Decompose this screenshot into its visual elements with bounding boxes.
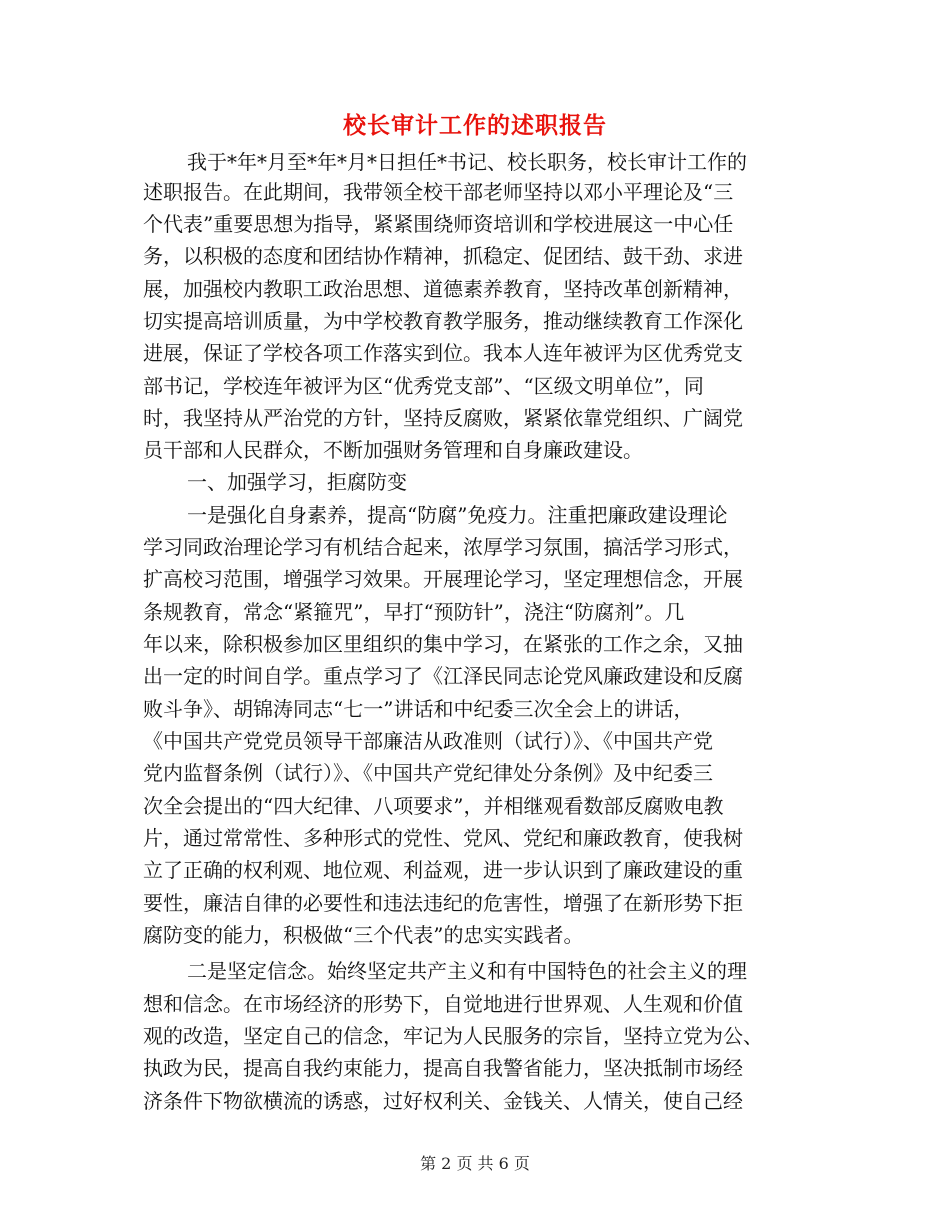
text-line: 个代表”重要思想为指导，紧紧围绕师资培训和学校进展这一中心任 — [143, 212, 734, 236]
text-line: 我于*年*月至*年*月*日担任*书记、校长职务，校长审计工作的 — [187, 150, 747, 174]
text-line: 《中国共产党党员领导干部廉洁从政准则（试行）》、《中国共产党 — [143, 729, 713, 753]
text-line: 年以来，除积极参加区里组织的集中学习，在紧张的工作之余，又抽 — [143, 632, 743, 656]
text-line: 务，以积极的态度和团结协作精神，抓稳定、促团结、鼓干劲、求进 — [143, 244, 743, 268]
document-title: 校长审计工作的述职报告 — [343, 112, 607, 139]
text-line: 展，加强校内教职工政治思想、道德素养教育，坚持改革创新精神， — [143, 277, 743, 301]
text-line: 条规教育，常念“紧箍咒”，早打“预防针”，浇注“防腐剂”。几 — [143, 600, 685, 624]
section-heading: 一、加强学习，拒腐防变 — [187, 470, 407, 494]
text-line: 观的改造，坚定自己的信念，牢记为人民服务的宗旨，坚持立党为公、 — [143, 1024, 763, 1048]
text-line: 扩高校习范围，增强学习效果。开展理论学习，坚定理想信念，开展 — [143, 567, 743, 591]
text-line: 进展，保证了学校各项工作落实到位。我本人连年被评为区优秀党支 — [143, 341, 743, 365]
text-line: 学习同政治理论学习有机结合起来，浓厚学习氛围，搞活学习形式， — [143, 535, 743, 559]
page-label-mid: 页 共 — [456, 1154, 494, 1173]
text-line: 片，通过常常性、多种形式的党性、党风、党纪和廉政教育，使我树 — [143, 826, 743, 850]
text-line: 腐防变的能力，积极做“三个代表”的忠实实践者。 — [143, 923, 584, 947]
text-line: 败斗争》、胡锦涛同志“七一”讲话和中纪委三次全会上的讲话， — [143, 697, 694, 721]
text-line: 次全会提出的“四大纪律、八项要求”，并相继观看数部反腐败电教 — [143, 794, 724, 818]
page-current: 2 — [441, 1154, 452, 1173]
text-line: 立了正确的权利观、地位观、利益观，进一步认识到了廉政建设的重 — [143, 858, 743, 882]
text-line: 一是强化自身素养，提高“防腐”免疫力。注重把廉政建设理论 — [187, 503, 728, 527]
text-line: 员干部和人民群众，不断加强财务管理和自身廉政建设。 — [143, 438, 643, 462]
text-line: 切实提高培训质量，为中学校教育教学服务，推动继续教育工作深化 — [143, 309, 743, 333]
page-footer — [0, 1153, 950, 1175]
text-line: 要性，廉洁自律的必要性和违法违纪的危害性，增强了在新形势下拒 — [143, 891, 743, 915]
text-line: 时，我坚持从严治党的方针，坚持反腐败，紧紧依靠党组织、广阔党 — [143, 406, 743, 430]
page-total: 6 — [498, 1154, 509, 1173]
page-label-prefix: 第 — [420, 1154, 437, 1173]
text-line: 济条件下物欲横流的诱惑，过好权利关、金钱关、人情关，使自己经 — [143, 1089, 743, 1113]
text-line: 想和信念。在市场经济的形势下，自觉地进行世界观、人生观和价值 — [143, 992, 743, 1016]
text-line: 述职报告。在此期间，我带领全校干部老师坚持以邓小平理论及“三 — [143, 180, 734, 204]
text-line: 部书记，学校连年被评为区“优秀党支部”、“区级文明单位”，同 — [143, 374, 704, 398]
page-label-suffix: 页 — [513, 1154, 530, 1173]
text-line: 二是坚定信念。始终坚定共产主义和有中国特色的社会主义的理 — [187, 959, 747, 983]
text-line: 执政为民，提高自我约束能力，提高自我警省能力，坚决抵制市场经 — [143, 1056, 743, 1080]
text-line: 党内监督条例（试行）》、《中国共产党纪律处分条例》及中纪委三 — [143, 761, 713, 785]
text-line: 出一定的时间自学。重点学习了《江泽民同志论党风廉政建设和反腐 — [143, 664, 743, 688]
